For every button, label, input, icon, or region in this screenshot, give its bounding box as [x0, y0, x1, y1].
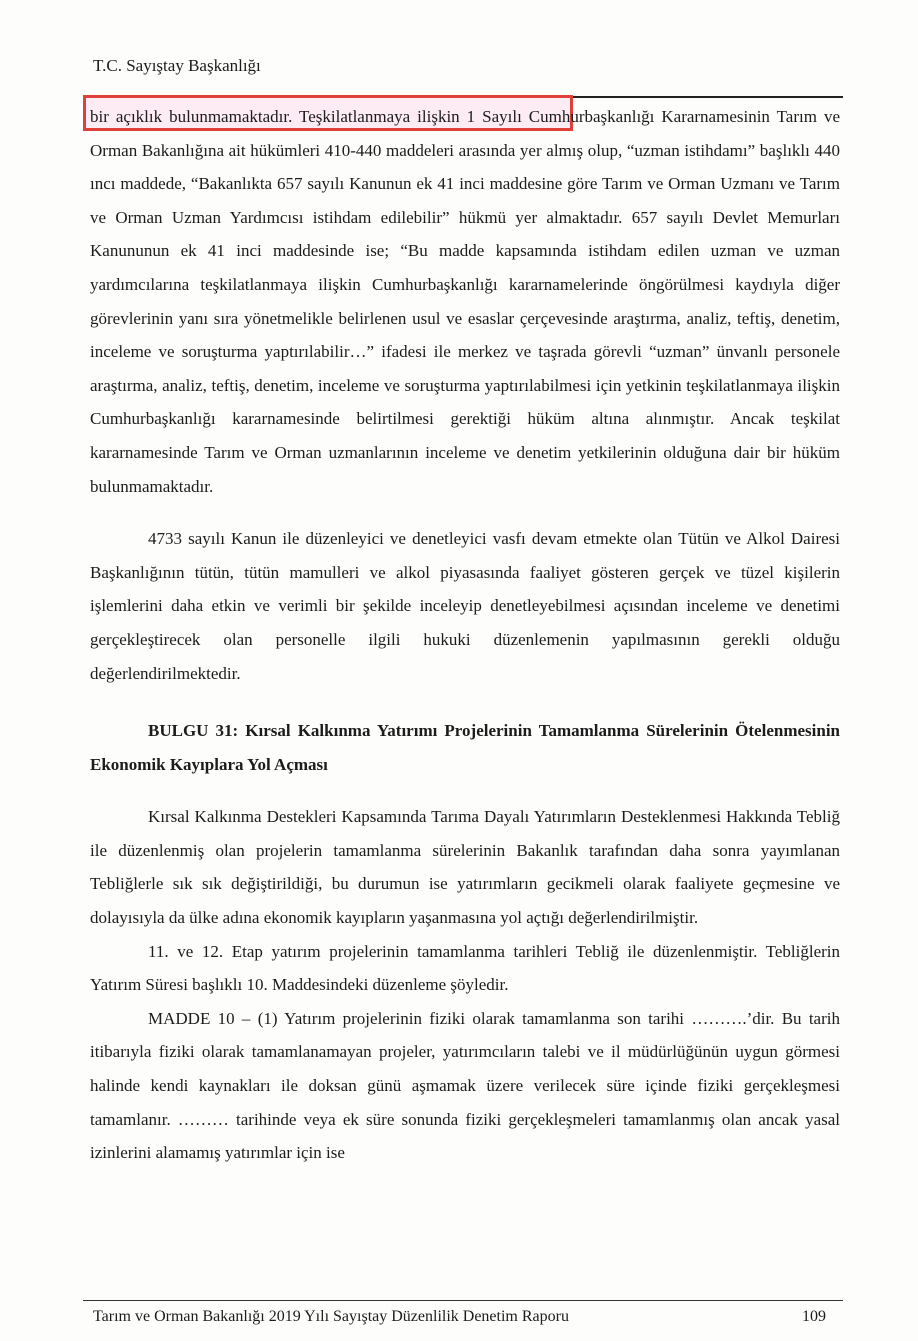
page-number: 109	[802, 1308, 826, 1325]
footer-rule	[83, 1300, 843, 1301]
document-header: T.C. Sayıştay Başkanlığı	[93, 56, 261, 75]
paragraph-madde-10: MADDE 10 – (1) Yatırım projelerinin fiziki olarak tamamlanma son tarihi ……….’dir. Bu tarih itibarıyla fiziki olarak tamamlanamayan projeler, yatırımcıların talebi ve il müdürlüğünün uygun görmesi halinde kendi kaynakları ile doksan günü aşmamak üzere verilecek süre içinde fiziki gerçekleşmesi tamamlanır. ……… tarihinde veya ek süre sonunda fiziki gerçekleşmeleri tamamlanmış olan ancak yasal izinlerini alamamış yatırımlar için ise	[90, 1008, 840, 1163]
paragraph-tutun-alkol: 4733 sayılı Kanun ile düzenleyici ve denetleyici vasfı devam etmekte olan Tütün ve Alkol Dairesi Başkanlığının tütün, tütün mamulleri ve alkol piyasasında faaliyet gösteren gerçek ve tüzel kişilerin işlemlerini daha etkin ve verimli bir şekilde inceleyip denetleyebilmesi açısından inceleme ve denetimi gerçekleştirecek olan personelle ilgili hukuki düzenlemenin yapılmasının gerekli olduğu değerlendirilmektedir.	[90, 529, 840, 683]
page-body	[90, 100, 840, 1170]
paragraph-kirsal-kalkinma: Kırsal Kalkınma Destekleri Kapsamında Tarıma Dayalı Yatırımların Desteklenmesi Hakkında Tebliğ ile düzenlenmiş olan projelerin tamamlanma sürelerinin Bakanlık tarafından daha sonra yayımlanan Tebliğlerle sık sık değiştirildiği, bu durumun ise yatırımların gecikmeli olarak faaliyete geçmesine ve dolayısıyla da ülke adına ekonomik kayıpların yaşanmasına yol açtığı değerlendirilmiştir.	[90, 807, 840, 928]
paragraph-continuation: bir açıklık bulunmamaktadır. Teşkilatlanmaya ilişkin 1 Sayılı Cumhurbaşkanlığı Kararnamesinin Tarım ve Orman Bakanlığına ait hükümleri 410-440 maddeleri arasında yer almış olup, “uzman istihdamı” başlıklı 440 ıncı maddede, “Bakanlıkta 657 sayılı Kanunun ek 41 inci maddesine göre Tarım ve Orman Uzmanı ve Tarım ve Orman Uzman Yardımcısı istihdam edilebilir” hükmü yer almaktadır. 657 sayılı Devlet Memurları Kanununun ek 41 inci maddesinde ise; “Bu madde kapsamında istihdam edilen uzman ve uzman yardımcılarına teşkilatlanmaya ilişkin Cumhurbaşkanlığı kararnamelerinde öngörülmesi kaydıyla diğer görevlerinin yanı sıra yönetmelikle belirlenen usul ve esaslar çerçevesinde araştırma, analiz, teftiş, denetim, inceleme ve soruşturma yaptırılabilir…” ifadesi ile merkez ve taşrada görevli “uzman” ünvanlı personele araştırma, analiz, teftiş, denetim, inceleme ve soruşturma yaptırılabilmesi için yetkinin teşkilatlanmaya ilişkin Cumhurbaşkanlığı kararnamesinde belirtilmesi gerektiği hüküm altına alınmıştır. Ancak teşkilat kararnamesinde Tarım ve Orman uzmanlarının inceleme ve denetim yetkilerinin olduğuna dair bir hüküm bulunmamaktadır.	[90, 107, 840, 496]
footer-text: Tarım ve Orman Bakanlığı 2019 Yılı Sayıştay Düzenlilik Denetim Raporu	[93, 1308, 569, 1325]
finding-heading: BULGU 31: Kırsal Kalkınma Yatırımı Projelerinin Tamamlanma Sürelerinin Ötelenmesinin Ekonomik Kayıplara Yol Açması	[90, 721, 840, 774]
paragraph-etap: 11. ve 12. Etap yatırım projelerinin tamamlanma tarihleri Tebliğ ile düzenlenmiştir. Tebliğlerin Yatırım Süresi başlıklı 10. Maddesindeki düzenleme şöyledir.	[90, 941, 840, 995]
